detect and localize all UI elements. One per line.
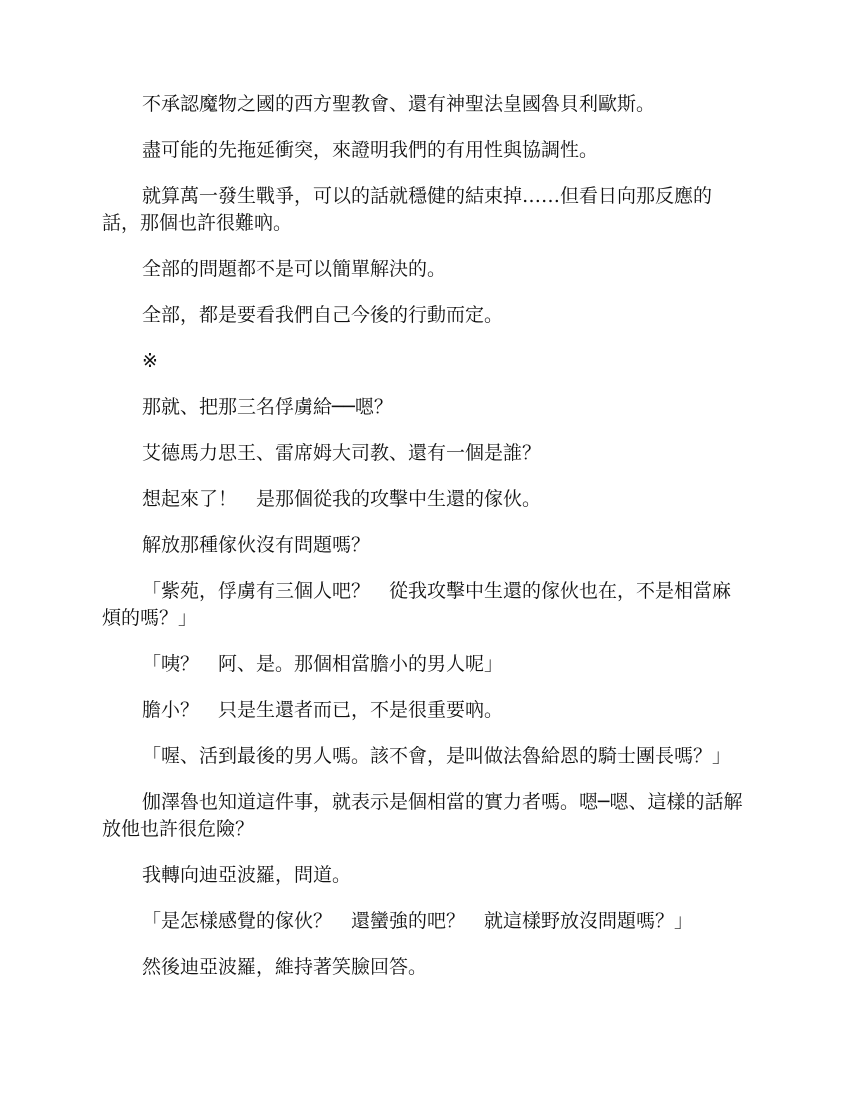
dialogue-paragraph: 「紫苑，俘虜有三個人吧？ 從我攻擊中生還的傢伙也在，不是相當麻煩的嗎？」 [102,580,732,629]
dialogue-paragraph: 「喔、活到最後的男人嗎。該不會，是叫做法魯給恩的騎士團長嗎？」 [142,745,732,767]
document-page [102,91,748,1000]
paragraph: 然後迪亞波羅，維持著笑臉回答。 [142,956,428,978]
paragraph: 那就、把那三名俘虜給──嗯？ [142,396,393,418]
paragraph: 解放那種傢伙沒有問題嗎？ [142,534,371,556]
paragraph: 盡可能的先拖延衝突，來證明我們的有用性與協調性。 [142,139,599,161]
paragraph: 艾德馬力思王、雷席姆大司教、還有一個是誰？ [142,442,542,464]
paragraph: 想起來了！ 是那個從我的攻擊中生還的傢伙。 [142,488,542,510]
paragraph: 伽澤魯也知道這件事，就表示是個相當的實力者嗎。嗯─嗯、這樣的話解放他也許很危險？ [102,791,743,840]
paragraph: 全部的問題都不是可以簡單解決的。 [142,258,447,280]
paragraph: 我轉向迪亞波羅，問道。 [142,864,352,886]
dialogue-paragraph: 「咦？ 阿、是。那個相當膽小的男人呢」 [142,653,504,675]
paragraph: 全部，都是要看我們自己今後的行動而定。 [142,304,504,326]
paragraph: 膽小？ 只是生還者而已，不是很重要吶。 [142,699,504,721]
paragraph: 就算萬一發生戰爭，可以的話就穩健的結束掉……但看日向那反應的話，那個也許很難吶。 [102,185,713,234]
section-break-mark: ※ [142,350,158,372]
dialogue-paragraph: 「是怎樣感覺的傢伙？ 還蠻強的吧？ 就這樣野放沒問題嗎？」 [142,910,694,932]
paragraph: 不承認魔物之國的西方聖教會、還有神聖法皇國魯貝利歐斯。 [142,93,656,115]
